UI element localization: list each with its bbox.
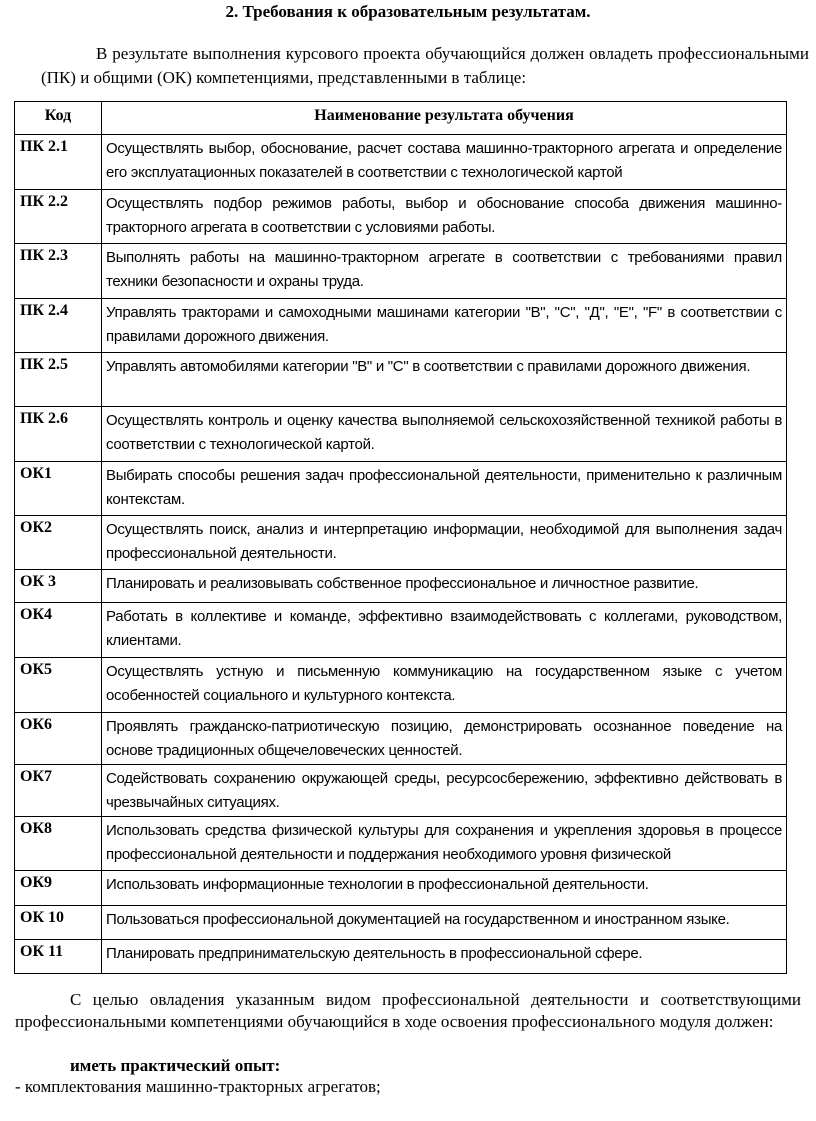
table-row [15, 190, 787, 244]
row-code: ПК 2.6 [15, 407, 102, 462]
row-text: Управлять автомобилями категории "В" и "С" в соответствии с правилами дорожного движения. [102, 353, 787, 407]
table-row [15, 713, 787, 765]
row-code: ПК 2.5 [15, 353, 102, 407]
intro-paragraph: В результате выполнения курсового проекта обучающийся должен овладеть профессиональными (ПК) и общими (ОК) компетенциями, представленными в таблице: [41, 44, 809, 87]
table-row [15, 407, 787, 462]
table-row [15, 299, 787, 353]
row-text: Использовать средства физической культуры для сохранения и укрепления здоровья в процессе профессиональной деятельности и поддержания необходимого уровня физической [102, 817, 787, 871]
table-row [15, 765, 787, 817]
row-text: Осуществлять выбор, обоснование, расчет состава машинно-тракторного агрегата и определение его эксплуатационных показателей в соответствии с технологической картой [102, 135, 787, 190]
row-code: ОК9 [15, 871, 102, 906]
row-code: ОК 11 [15, 940, 102, 974]
row-code: ОК6 [15, 713, 102, 765]
row-code: ПК 2.1 [15, 135, 102, 190]
row-text: Выбирать способы решения задач профессиональной деятельности, применительно к различным контекстам. [102, 462, 787, 516]
table-row [15, 906, 787, 940]
table-row [15, 353, 787, 407]
row-code: ОК 3 [15, 570, 102, 603]
competencies-table [14, 101, 787, 974]
row-code: ОК5 [15, 658, 102, 713]
row-code: ПК 2.3 [15, 244, 102, 299]
row-code: ОК7 [15, 765, 102, 817]
outro-paragraph: С целью овладения указанным видом профессиональной деятельности и соответствующими профессиональными компетенциями обучающийся в ходе освоения профессионального модуля должен: [15, 990, 801, 1031]
row-text: Использовать информационные технологии в профессиональной деятельности. [102, 871, 787, 906]
table-row [15, 462, 787, 516]
row-text: Планировать и реализовывать собственное профессиональное и личностное развитие. [102, 570, 787, 603]
row-text: Осуществлять контроль и оценку качества выполняемой сельскохозяйственной техникой работы в соответствии с технологической картой. [102, 407, 787, 462]
table-header-row [15, 102, 787, 135]
row-code: ОК4 [15, 603, 102, 658]
table-row [15, 244, 787, 299]
row-text: Осуществлять поиск, анализ и интерпретацию информации, необходимой для выполнения задач профессиональной деятельности. [102, 516, 787, 570]
bullet-item: - комплектования машинно-тракторных агрегатов; [15, 1077, 381, 1096]
table-row [15, 570, 787, 603]
table-row [15, 871, 787, 906]
table-row [15, 603, 787, 658]
row-text: Работать в коллективе и команде, эффективно взаимодействовать с коллегами, руководством, клиентами. [102, 603, 787, 658]
row-code: ОК 10 [15, 906, 102, 940]
row-code: ОК2 [15, 516, 102, 570]
row-text: Управлять тракторами и самоходными машинами категории "В", "С", "Д", "Е", "F" в соответствии с правилами дорожного движения. [102, 299, 787, 353]
row-text: Осуществлять подбор режимов работы, выбор и обоснование способа движения машинно-тракторного агрегата в соответствии с условиями работы. [102, 190, 787, 244]
practical-experience-heading: иметь практический опыт: [70, 1056, 281, 1075]
section-heading: 2. Требования к образовательным результатам. [225, 2, 591, 21]
table-row [15, 516, 787, 570]
row-text: Планировать предпринимательскую деятельность в профессиональной сфере. [102, 940, 787, 974]
row-text: Содействовать сохранению окружающей среды, ресурсосбережению, эффективно действовать в чрезвычайных ситуациях. [102, 765, 787, 817]
header-name: Наименование результата обучения [102, 102, 787, 135]
row-text: Выполнять работы на машинно-тракторном агрегате в соответствии с требованиями правил техники безопасности и охраны труда. [102, 244, 787, 299]
table-row [15, 817, 787, 871]
row-text: Осуществлять устную и письменную коммуникацию на государственном языке с учетом особенностей социального и культурного контекста. [102, 658, 787, 713]
table-row [15, 658, 787, 713]
table-row [15, 135, 787, 190]
row-code: ПК 2.4 [15, 299, 102, 353]
row-text: Пользоваться профессиональной документацией на государственном и иностранном языке. [102, 906, 787, 940]
row-code: ОК1 [15, 462, 102, 516]
table-row [15, 940, 787, 974]
header-code: Код [15, 102, 102, 135]
row-text: Проявлять гражданско-патриотическую позицию, демонстрировать осознанное поведение на основе традиционных общечеловеческих ценностей. [102, 713, 787, 765]
row-code: ОК8 [15, 817, 102, 871]
row-code: ПК 2.2 [15, 190, 102, 244]
